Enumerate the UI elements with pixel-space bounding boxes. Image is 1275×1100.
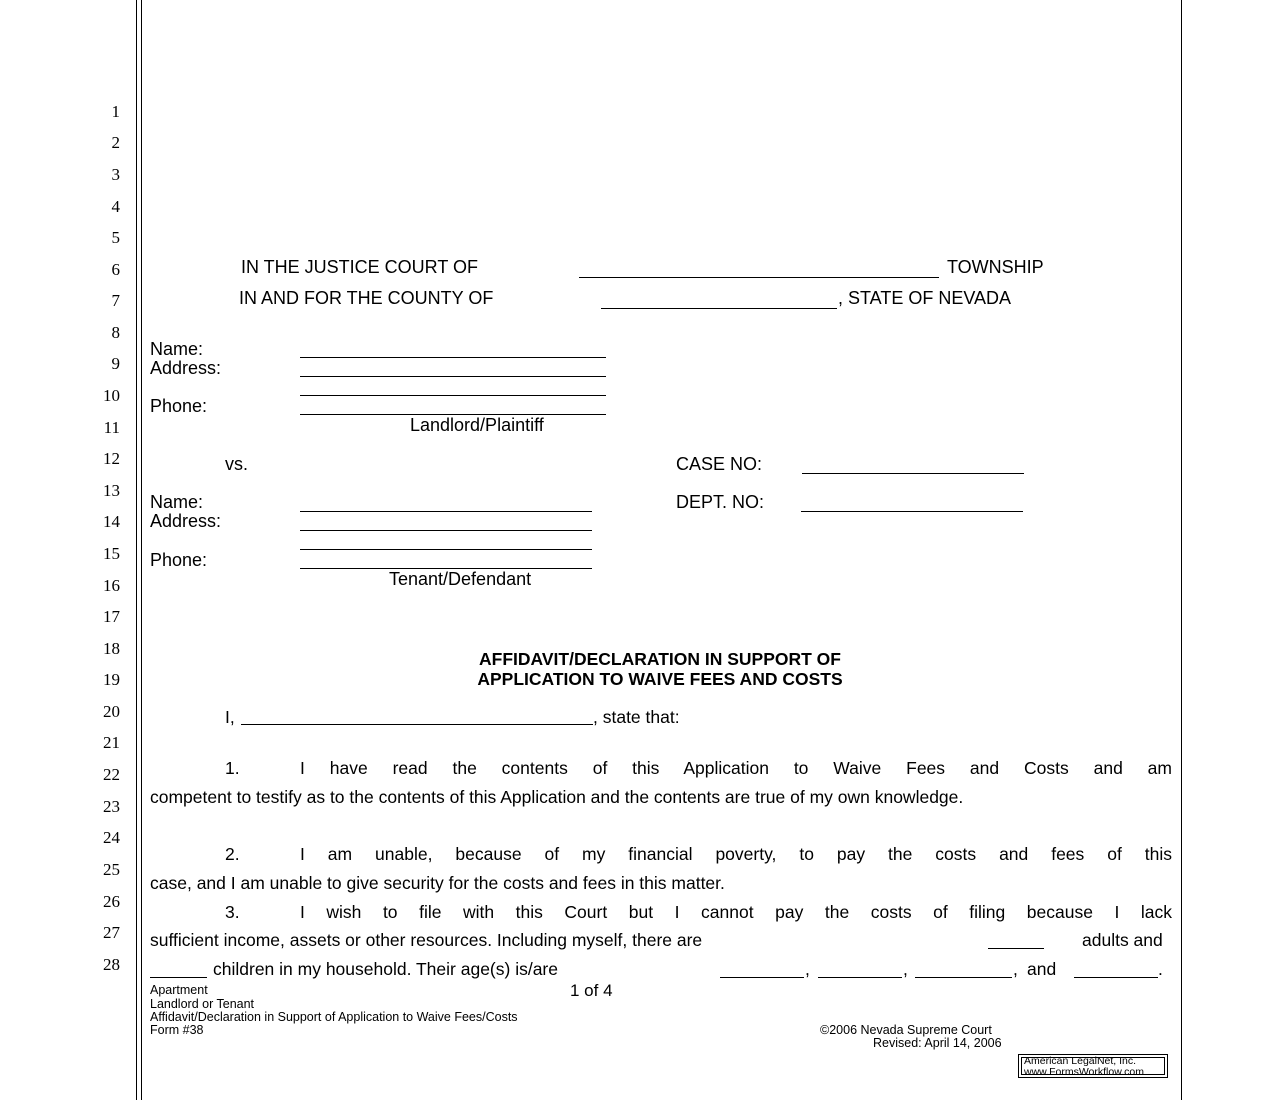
- right-margin-rule: [1181, 0, 1182, 1100]
- publisher-stamp: [1018, 1054, 1168, 1078]
- publisher-stamp-line-2: www.FormsWorkflow.com: [1024, 1066, 1144, 1078]
- comma-3: ,: [1013, 959, 1018, 979]
- line-number: 5: [111, 228, 120, 247]
- line-number: 22: [103, 765, 120, 784]
- county-prefix: IN AND FOR THE COUNTY OF: [239, 288, 494, 308]
- age-field-4[interactable]: [1074, 977, 1158, 978]
- county-blank[interactable]: [601, 308, 837, 309]
- line-number: 26: [103, 892, 120, 911]
- paragraph-3-adults-label: adults and: [1082, 930, 1163, 950]
- line-number: 4: [111, 197, 120, 216]
- children-count-field[interactable]: [150, 977, 207, 978]
- declarant-prefix: I,: [225, 707, 235, 727]
- line-number: 18: [103, 639, 120, 658]
- declarant-suffix: , state that:: [593, 707, 680, 727]
- paragraph-3-line-2-text: sufficient income, assets or other resources. Including myself, there are: [150, 930, 703, 950]
- document-title-line-1: AFFIDAVIT/DECLARATION IN SUPPORT OF: [479, 649, 841, 669]
- page-number: 1 of 4: [570, 981, 613, 1000]
- dept-no-label: DEPT. NO:: [676, 492, 765, 512]
- line-number: 8: [111, 323, 120, 342]
- plaintiff-name-field[interactable]: [300, 357, 606, 358]
- line-number: 15: [103, 544, 120, 563]
- court-line: [241, 257, 478, 278]
- case-no-field[interactable]: [802, 473, 1024, 474]
- footer-line-1: Apartment: [150, 983, 208, 997]
- line-number: 14: [103, 512, 120, 531]
- paragraph-1-body: [150, 783, 1172, 812]
- plaintiff-name-label: Name:: [150, 339, 204, 359]
- line-number: 13: [103, 481, 120, 500]
- line-number: 20: [103, 702, 120, 721]
- paragraph-3-line-3-text: children in my household. Their age(s) is/are: [213, 959, 558, 979]
- paragraph-3-number: 3.: [225, 902, 240, 922]
- paragraph-2-body: [150, 869, 1172, 898]
- plaintiff-address-field-2[interactable]: [300, 395, 606, 396]
- court-prefix: IN THE JUSTICE COURT OF: [241, 257, 479, 277]
- paragraph-2-first-line-text: I am unable, because of my financial poverty, to pay the costs and fees of this: [300, 844, 1172, 864]
- dept-no-field[interactable]: [801, 511, 1023, 512]
- footer-line-3: Affidavit/Declaration in Support of Application to Waive Fees/Costs: [150, 1010, 518, 1024]
- footer-line-2: Landlord or Tenant: [150, 997, 255, 1011]
- versus-label: vs.: [225, 454, 249, 474]
- line-number: 10: [103, 386, 120, 405]
- paragraph-1-number: 1.: [225, 758, 240, 778]
- line-number: 17: [103, 607, 120, 626]
- declarant-name-field[interactable]: [241, 724, 593, 725]
- defendant-name-field[interactable]: [300, 511, 592, 512]
- county-suffix: , STATE OF NEVADA: [838, 288, 1012, 308]
- plaintiff-phone-label: Phone:: [150, 396, 208, 416]
- case-no-label: CASE NO:: [676, 454, 763, 474]
- period: .: [1158, 959, 1163, 979]
- court-suffix: TOWNSHIP: [947, 257, 1044, 277]
- plaintiff-role: Landlord/Plaintiff: [410, 415, 544, 435]
- paragraph-2-first-line: [300, 840, 1172, 869]
- age-field-2[interactable]: [818, 977, 902, 978]
- defendant-address-label: Address:: [150, 511, 222, 531]
- adults-count-field[interactable]: [988, 948, 1044, 949]
- age-field-1[interactable]: [720, 977, 804, 978]
- paragraph-3-first-line: [300, 898, 1172, 927]
- footer-line-4: Form #38: [150, 1023, 204, 1037]
- paragraph-1-first-line: [300, 754, 1172, 783]
- line-number: 6: [111, 260, 120, 279]
- paragraph-1-body-text: competent to testify as to the contents of this Application and the contents are true of my own knowledge.: [150, 787, 964, 807]
- line-number: 21: [103, 733, 120, 752]
- defendant-name-label: Name:: [150, 492, 204, 512]
- copyright: ©2006 Nevada Supreme Court: [820, 1023, 992, 1037]
- comma-1: ,: [805, 959, 810, 979]
- line-number: 3: [111, 165, 120, 184]
- plaintiff-address-label: Address:: [150, 358, 222, 378]
- publisher-stamp-line-1: American LegalNet, Inc.: [1024, 1055, 1137, 1067]
- paragraph-2-number: 2.: [225, 844, 240, 864]
- line-number: 24: [103, 828, 120, 847]
- township-blank[interactable]: [579, 277, 939, 278]
- line-number: 16: [103, 576, 120, 595]
- left-margin-rule-outer: [136, 0, 137, 1100]
- paragraph-2-body-text: case, and I am unable to give security for the costs and fees in this matter.: [150, 873, 725, 893]
- paragraph-3-first-line-text: I wish to file with this Court but I cannot pay the costs of filing because I lack: [300, 902, 1172, 922]
- comma-2: ,: [903, 959, 908, 979]
- line-number: 7: [111, 291, 120, 310]
- line-number: 12: [103, 449, 120, 468]
- line-number: 9: [111, 354, 120, 373]
- line-number: 1: [111, 102, 120, 121]
- paragraph-1-first-line-text: I have read the contents of this Application to Waive Fees and Costs and am: [300, 758, 1172, 778]
- line-number: 2: [111, 133, 120, 152]
- plaintiff-address-field-1[interactable]: [300, 376, 606, 377]
- age-field-3[interactable]: [915, 977, 1012, 978]
- line-number: 28: [103, 955, 120, 974]
- revised-date: Revised: April 14, 2006: [873, 1036, 1002, 1050]
- paragraph-3-and: and: [1027, 959, 1057, 979]
- line-number: 25: [103, 860, 120, 879]
- line-number: 23: [103, 797, 120, 816]
- defendant-phone-label: Phone:: [150, 550, 208, 570]
- defendant-role: Tenant/Defendant: [389, 569, 532, 589]
- defendant-address-field-2[interactable]: [300, 549, 592, 550]
- line-number: 11: [103, 418, 120, 437]
- document-title-line-2: APPLICATION TO WAIVE FEES AND COSTS: [477, 669, 843, 689]
- line-number: 27: [103, 923, 120, 942]
- line-number: 19: [103, 670, 120, 689]
- defendant-address-field-1[interactable]: [300, 530, 592, 531]
- left-margin-rule-inner: [141, 0, 142, 1100]
